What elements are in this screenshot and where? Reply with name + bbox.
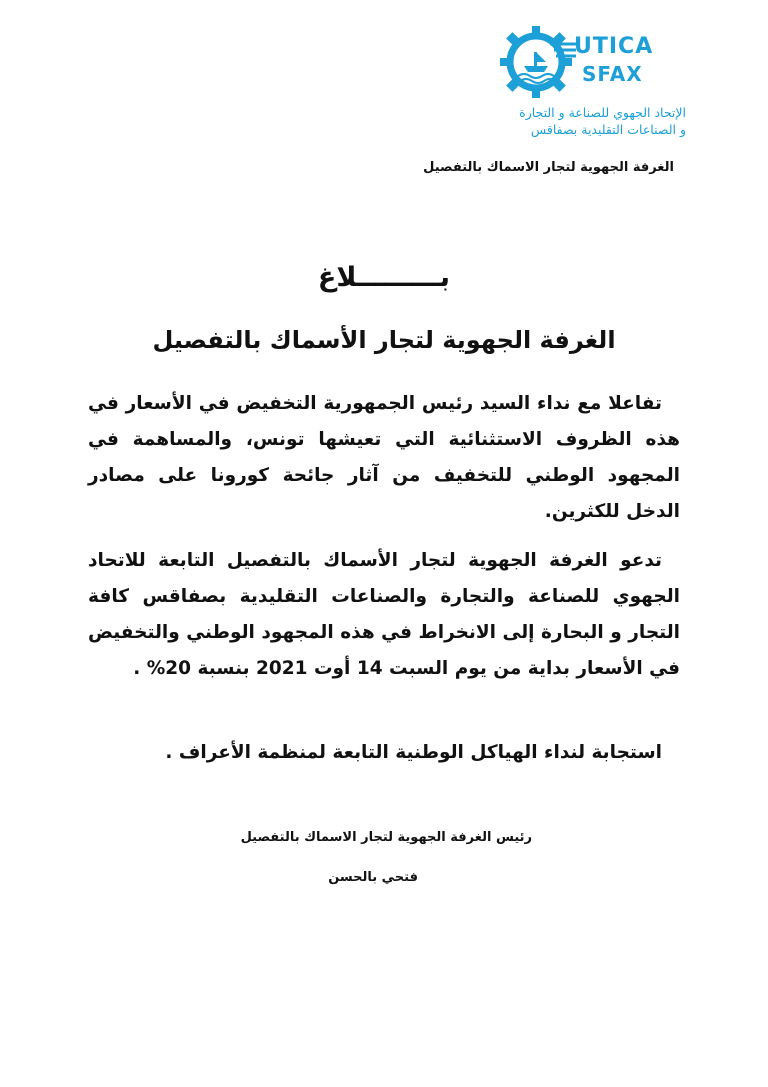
logo-caption-line-1: الإتحاد الجهوي للصناعة و التجارة [519,105,686,120]
body-paragraph-3 [88,735,680,771]
logo-wordmark-utica: UTICA [574,34,654,59]
body-paragraph-1 [88,386,680,530]
logo-caption [496,104,686,138]
logo-wordmark-sfax: SFAX [582,62,643,86]
body-paragraph-2 [88,543,680,687]
announcement-title: بـــــــــلاغ [317,262,451,293]
logo-caption-line-2: و الصناعات التقليدية بصفاقس [530,122,686,137]
paragraph-3-text: استجابة لنداء الهياكل الوطنية التابعة لمنظمة الأعراف . [165,742,662,763]
announcement-subtitle: الغرفة الجهوية لتجار الأسماك بالتفصيل [152,326,616,354]
utica-logo [496,22,696,142]
paragraph-2-text: تدعو الغرفة الجهوية لتجار الأسماك بالتفصيل التابعة للاتحاد الجهوي للصناعة والتجارة والصناعات التقليدية بصفاقس كافة التجار و البحارة إلى الانخراط في هذه المجهود الوطني والتخفيض في الأسعار بداية من يوم السبت 14 أوت 2021 بنسبة 20% . [88,550,680,679]
signature-role: رئيس الغرفة الجهوية لتجار الاسماك بالتفصيل [240,830,532,845]
header-organization-name: الغرفة الجهوية لتجار الاسماك بالتفصيل [423,160,674,175]
gear-ship-logo-icon [496,22,576,102]
paragraph-1-text: تفاعلا مع نداء السيد رئيس الجمهورية التخفيض في الأسعار في هذه الظروف الاستثنائية التي تعيشها تونس، والمساهمة في المجهود الوطني للتخفيف من آثار جائحة كورونا على مصادر الدخل للكثرين. [88,393,680,522]
signature-name: فتحي بالحسن [328,870,418,885]
